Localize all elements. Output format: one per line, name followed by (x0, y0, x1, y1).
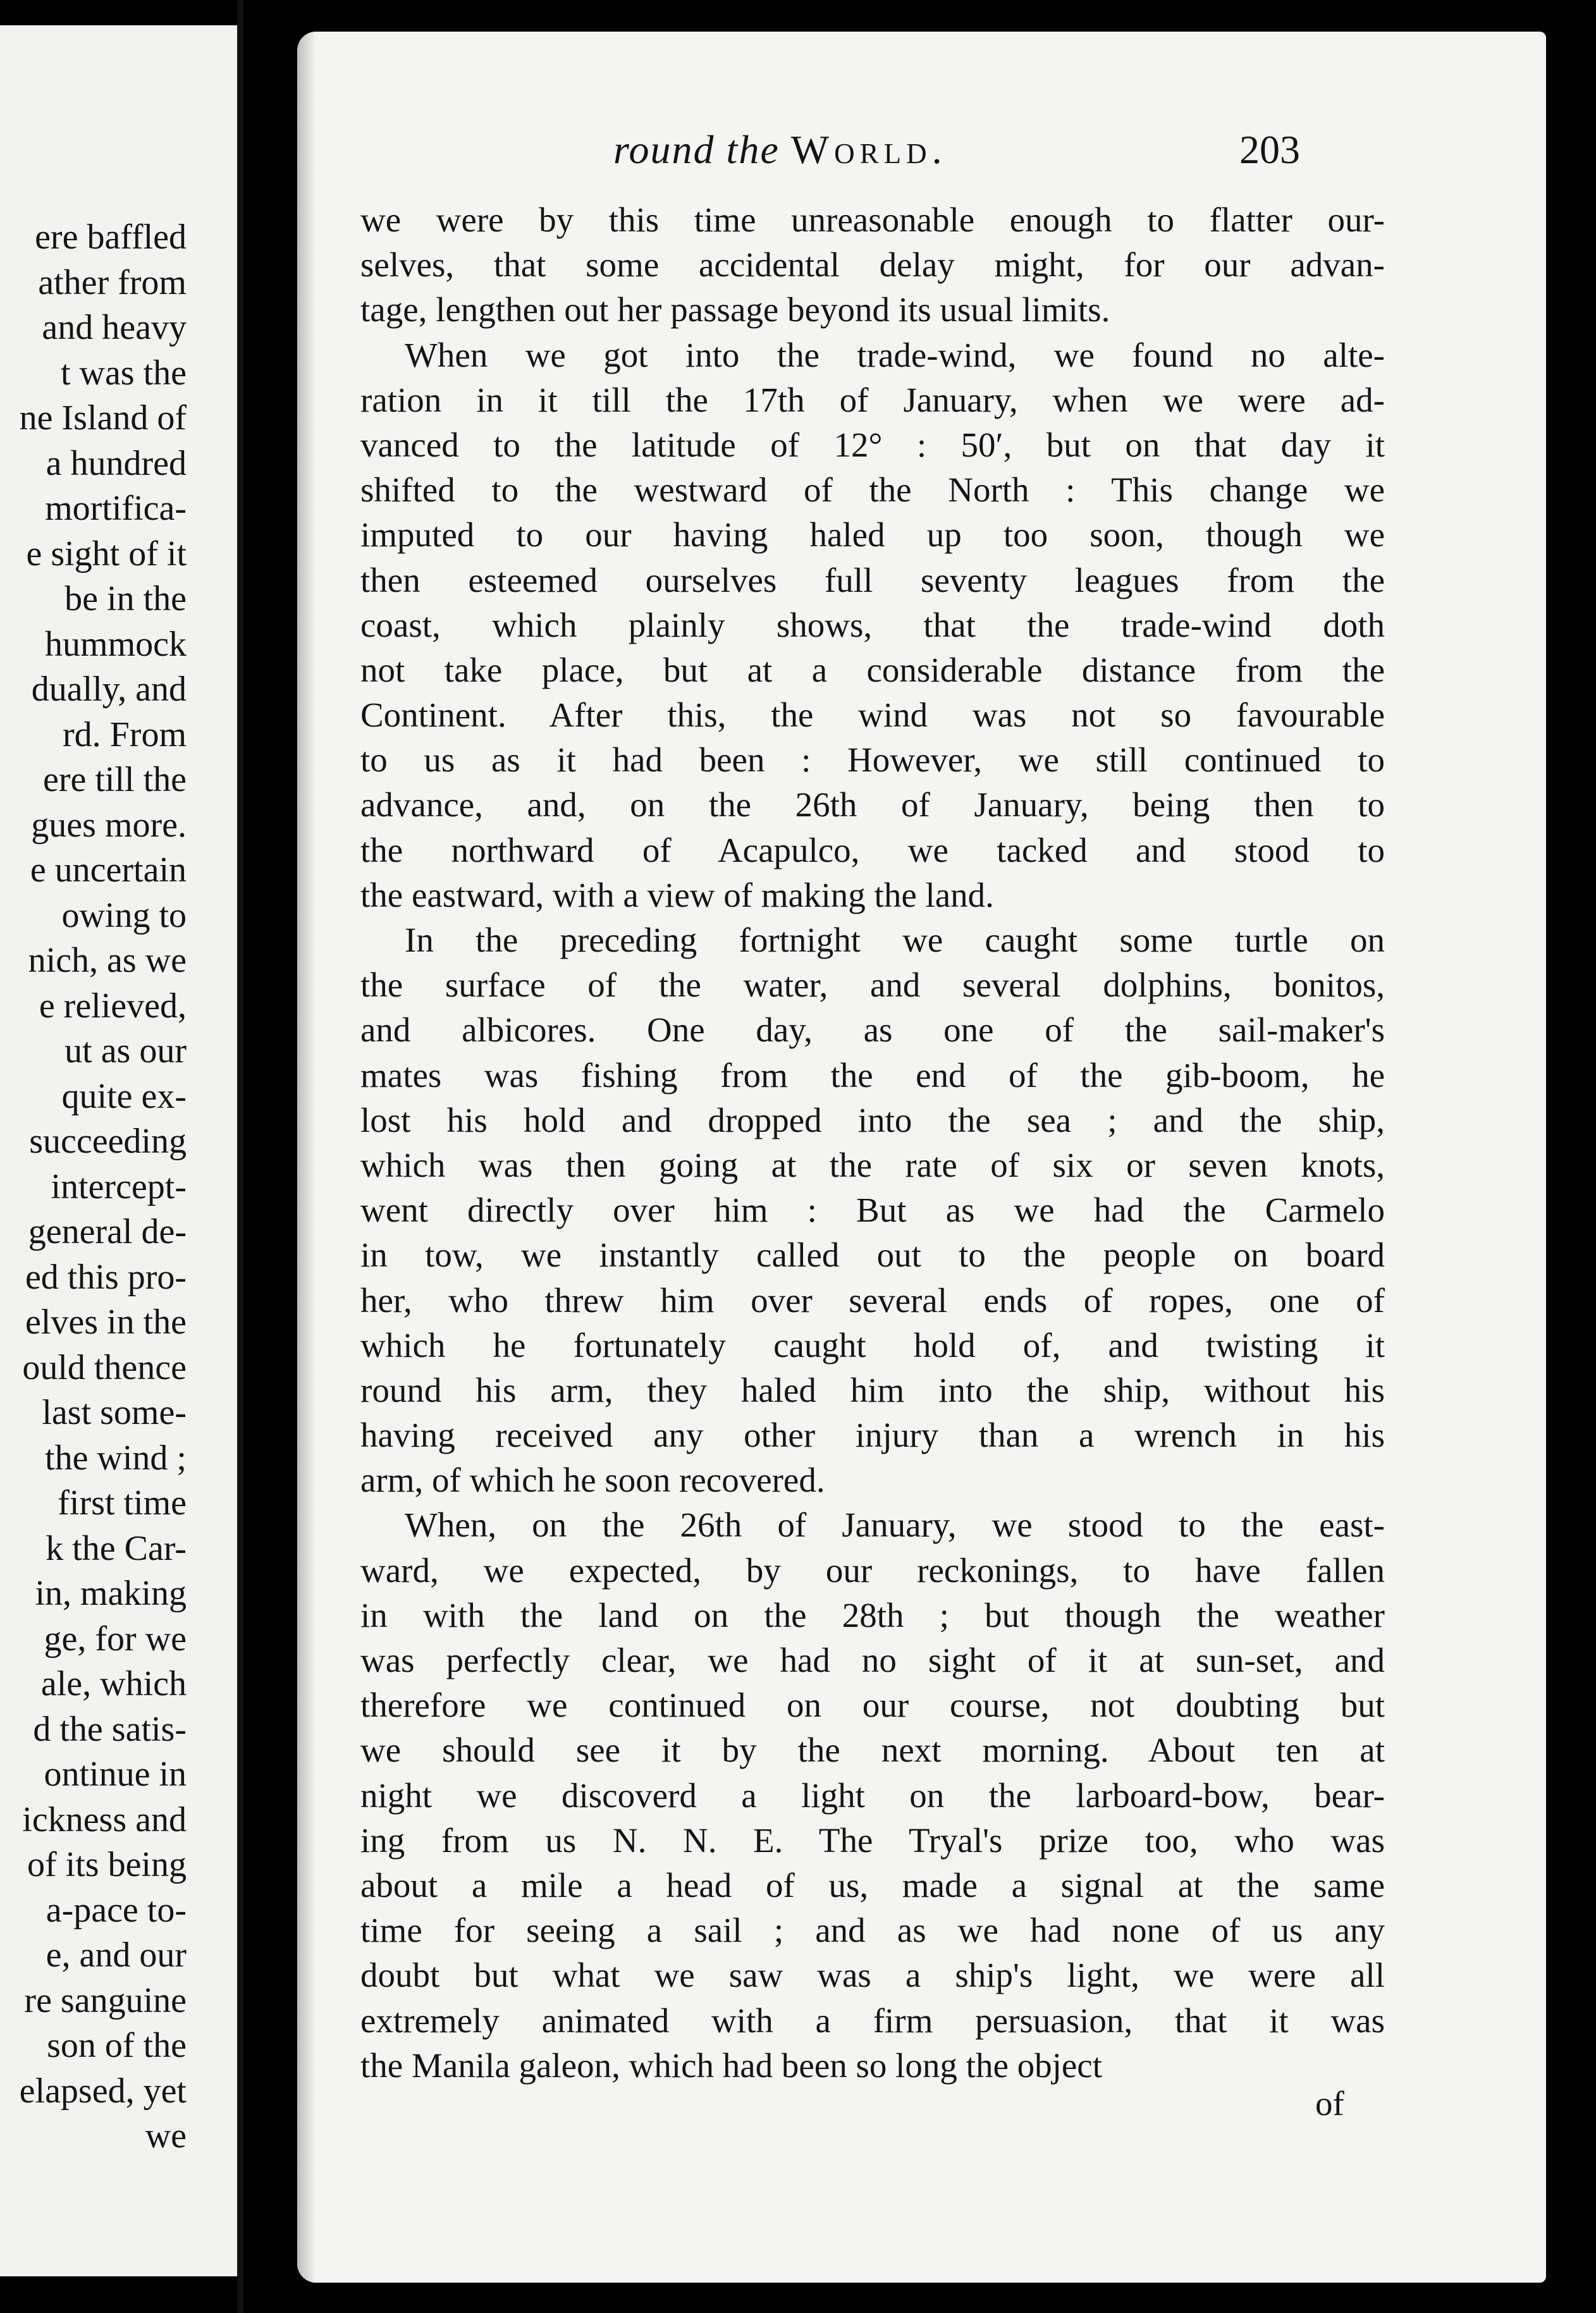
text-line: coast, which plainly shows, that the trade-wind doth (360, 605, 1385, 644)
facing-page-line: ather from (38, 262, 187, 302)
text-line: in with the land on the 28th ; but though the weather (360, 1595, 1385, 1635)
text-line: vanced to the latitude of 12° : 50′, but on that day it (360, 425, 1385, 464)
text-line: shifted to the westward of the North : This change we (360, 470, 1385, 510)
page-gutter (237, 0, 243, 2313)
page-number: 203 (1239, 127, 1300, 172)
text-line: went directly over him : But as we had the Carmelo (360, 1191, 1385, 1230)
catchword: of (1315, 2084, 1344, 2123)
facing-page-line: quite ex- (61, 1076, 187, 1116)
facing-page-line: rd. From (63, 715, 187, 754)
running-title-caps: World. (790, 127, 947, 172)
text-line: having received any other injury than a wrench in his (360, 1416, 1385, 1455)
facing-page-text (20, 215, 187, 2159)
book-page (297, 32, 1546, 2283)
facing-page-line: e sight of it (26, 534, 187, 574)
facing-page-line: and heavy (42, 308, 187, 347)
facing-page-line: gues more. (31, 805, 187, 845)
facing-page-line: ut as our (64, 1031, 187, 1071)
facing-page-line: e relieved, (39, 986, 187, 1026)
facing-page-line: ed this pro- (25, 1257, 187, 1297)
page-edge-shadow (297, 32, 316, 2283)
facing-page-line: we (145, 2116, 187, 2156)
text-line: not take place, but at a considerable distance from the (360, 650, 1385, 689)
text-line: was perfectly clear, we had no sight of it at sun-set, and (360, 1641, 1385, 1679)
facing-page (0, 25, 243, 2276)
text-line: mates was fishing from the end of the gib-boom, he (360, 1055, 1385, 1095)
facing-page-line: nich, as we (28, 941, 187, 980)
facing-page-line: elves in the (25, 1303, 187, 1342)
facing-page-line: son of the (47, 2026, 187, 2065)
facing-page-line: general de- (28, 1212, 187, 1251)
text-line: tage, lengthen out her passage beyond its usual limits. (360, 290, 1110, 329)
text-line: ward, we expected, by our reckonings, to have fallen (360, 1550, 1385, 1590)
text-line: we were by this time unreasonable enough to flatter our- (360, 200, 1385, 239)
facing-page-line: hummock (45, 624, 187, 664)
facing-page-line: t was the (60, 353, 187, 393)
text-line: we should see it by the next morning. About ten at (360, 1731, 1385, 1770)
running-title (613, 126, 947, 173)
running-head (297, 126, 1492, 183)
facing-page-line: succeeding (29, 1122, 187, 1161)
text-line: extremely animated with a firm persuasion, that it was (360, 2001, 1385, 2040)
text-line: the Manila galeon, which had been so long the object (360, 2046, 1102, 2085)
facing-page-line: mortifica- (45, 489, 187, 528)
facing-page-line: ge, for we (44, 1619, 187, 1659)
text-line: the surface of the water, and several dolphins, bonitos, (360, 966, 1385, 1005)
text-line: in tow, we instantly called out to the people on board (360, 1236, 1385, 1275)
facing-page-line: of its being (27, 1845, 187, 1884)
text-line: which he fortunately caught hold of, and twisting it (360, 1325, 1385, 1365)
facing-page-line: d the satis- (33, 1709, 187, 1749)
facing-page-line: k the Car- (46, 1528, 187, 1568)
facing-page-line: ale, which (40, 1664, 187, 1703)
text-line: time for seeing a sail ; and as we had none of us any (360, 1911, 1385, 1950)
text-line: her, who threw him over several ends of ropes, one of (360, 1280, 1385, 1320)
facing-page-line: ere baffled (35, 218, 187, 257)
facing-page-line: ould thence (22, 1347, 187, 1387)
text-line: In the preceding fortnight we caught some turtle on (405, 921, 1385, 959)
text-line: about a mile a head of us, made a signal at the same (360, 1865, 1385, 1905)
text-line: ing from us N. N. E. The Tryal's prize too, who was (360, 1820, 1385, 1860)
text-line: lost his hold and dropped into the sea ; and the ship, (360, 1100, 1385, 1139)
facing-page-line: owing to (61, 895, 187, 935)
text-line: advance, and, on the 26th of January, being then to (360, 785, 1385, 825)
facing-page-line: intercept- (51, 1167, 187, 1206)
text-line: arm, of which he soon recovered. (360, 1461, 825, 1500)
facing-page-line: last some- (42, 1393, 187, 1432)
facing-page-line: dually, and (31, 670, 187, 709)
facing-page-line: ne Island of (19, 398, 187, 438)
facing-page-line: a-pace to- (46, 1890, 187, 1930)
text-line: When we got into the trade-wind, we found no alte- (405, 335, 1385, 374)
text-line: round his arm, they haled him into the ship, without his (360, 1370, 1385, 1409)
facing-page-line: ontinue in (44, 1755, 187, 1794)
facing-page-line: the wind ; (45, 1438, 187, 1478)
facing-page-line: be in the (64, 579, 187, 618)
text-line: night we discoverd a light on the larboard-bow, bear- (360, 1776, 1385, 1815)
text-line: Continent. After this, the wind was not so favourable (360, 696, 1385, 735)
text-line: the eastward, with a view of making the land. (360, 875, 994, 914)
facing-page-line: elapsed, yet (19, 2071, 187, 2111)
text-line: and albicores. One day, as one of the sail-maker's (360, 1010, 1385, 1050)
facing-page-line: e uncertain (30, 850, 187, 890)
text-line: then esteemed ourselves full seventy leagues from the (360, 560, 1385, 599)
text-line: selves, that some accidental delay might, for our advan- (360, 245, 1385, 285)
facing-page-line: ere till the (42, 760, 187, 799)
facing-page-line: e, and our (46, 1936, 187, 1975)
text-line: therefore we continued on our course, not doubting but (360, 1686, 1385, 1725)
page-body-text (360, 197, 1385, 2088)
facing-page-line: first time (58, 1483, 187, 1523)
running-title-italic: round the (613, 127, 780, 172)
facing-page-line: ickness and (22, 1800, 187, 1839)
text-line: doubt but what we saw was a ship's light, we were all (360, 1956, 1385, 1995)
text-line: which was then going at the rate of six or seven knots, (360, 1145, 1385, 1184)
text-line: to us as it had been : However, we still continued to (360, 740, 1385, 780)
text-line: ration in it till the 17th of January, when we were ad- (360, 380, 1385, 419)
facing-page-line: in, making (35, 1574, 187, 1613)
facing-page-line: a hundred (46, 443, 187, 483)
facing-page-line: re sanguine (24, 1980, 187, 2020)
text-line: imputed to our having haled up too soon, though we (360, 515, 1385, 555)
text-line: the northward of Acapulco, we tacked and stood to (360, 830, 1385, 869)
text-line: When, on the 26th of January, we stood to the east- (405, 1506, 1385, 1545)
